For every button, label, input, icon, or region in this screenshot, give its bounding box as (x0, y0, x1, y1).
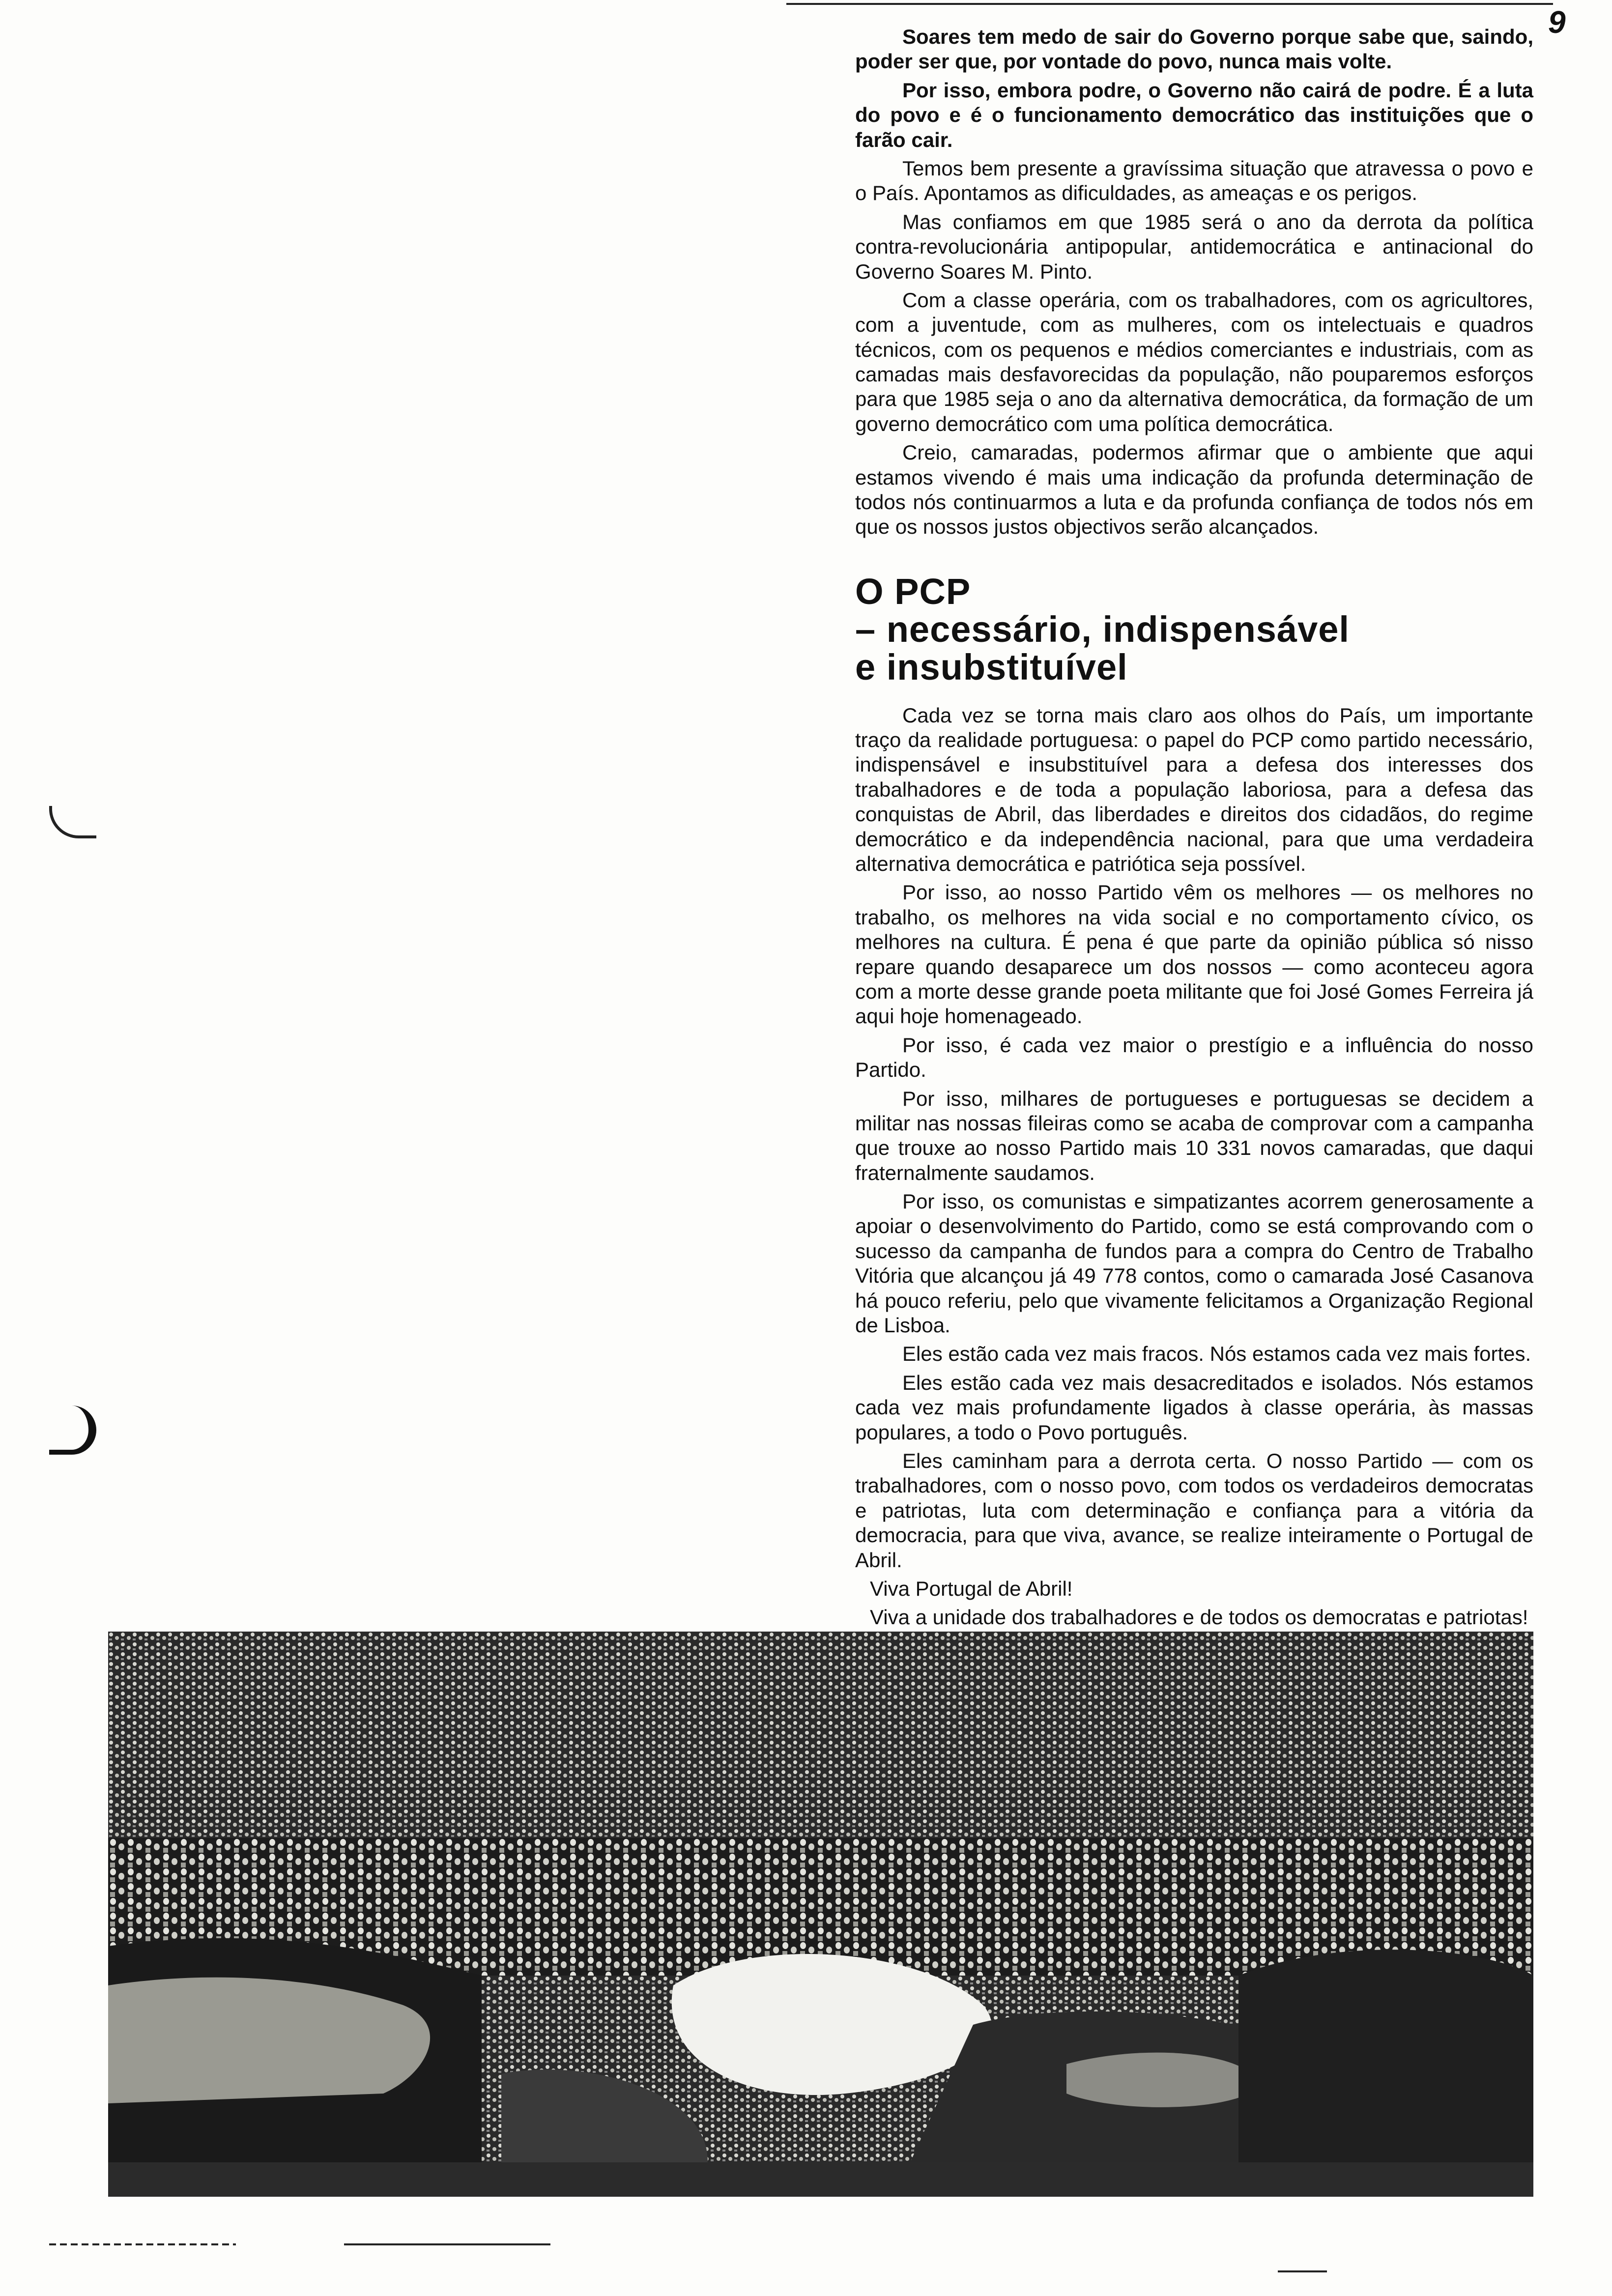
section-heading-line: e insubstituível (855, 646, 1128, 688)
top-rule (786, 3, 1553, 5)
section-paragraph: Eles caminham para a derrota certa. O nosso Partido — com os trabalhadores, com o nosso povo, com todos os verdadeiros democratas e patriotas, luta com determinação e confiança para a vitória da democracia, para que viva, avance, se realize inteiramente o Portugal de Abril. (855, 1449, 1533, 1572)
section-paragraph: Por isso, os comunistas e simpatizantes acorrem generosamente a apoiar o desenvolvimento do Partido, como se está comprovando com o sucesso da campanha de fundos para a compra do Centro de Trabalho Vitória que alcançou já 49 778 contos, como o camarada José Casanova há pouco referiu, pelo que vivamente felicitamos a Organização Regional de Lisboa. (855, 1190, 1533, 1337)
crowd-photo-image (108, 1632, 1533, 2197)
intro-paragraph: Soares tem medo de sair do Governo porque sabe que, saindo, poder ser que, por vontade do povo, nunca mais volte. (855, 25, 1533, 73)
section-heading (855, 573, 1533, 687)
intro-paragraph: Temos bem presente a gravíssima situação que atravessa o povo e o País. Apontamos as dificuldades, as ameaças e os perigos. (855, 156, 1533, 205)
section-heading-line: O PCP (855, 571, 971, 612)
section-paragraph: Por isso, ao nosso Partido vêm os melhores — os melhores no trabalho, os melhores na vida social e no comportamento cívico, os melhores na cultura. É pena é que parte da opinião pública só nisso repare quando desaparece um dos nossos — como aconteceu agora com a morte desse grande poeta militante que foi José Gomes Ferreira já aqui hoje homenageado. (855, 881, 1533, 1028)
section-paragraph: Por isso, é cada vez maior o prestígio e a influência do nosso Partido. (855, 1033, 1533, 1082)
section-paragraph: Por isso, milhares de portugueses e portuguesas se decidem a militar nas nossas fileiras como se acaba de comprovar com a campanha que trouxe ao nosso Partido mais 10 331 novos camaradas, que daqui fraternalmente saudamos. (855, 1087, 1533, 1184)
footer-rule (344, 2243, 550, 2245)
footer-rule (49, 2243, 236, 2245)
section-paragraph: Cada vez se torna mais claro aos olhos do País, um importante traço da realidade portuguesa: o papel do PCP como partido necessário, indispensável e insubstituível para a defesa dos interesses dos trabalhadores e de toda a população laboriosa, para a defesa das conquistas de Abril, das liberdades e direitos dos cidadãos, do regime democrático e da independência nacional, para que uma verdadeira alternativa democrática e patriótica seja possível. (855, 703, 1533, 876)
intro-paragraph: Mas confiamos em que 1985 será o ano da derrota da política contra-revolucionária antipopular, antidemocrática e antinacional do Governo Soares M. Pinto. (855, 210, 1533, 283)
section-heading-line: – necessário, indispensável (855, 608, 1350, 650)
margin-mark (49, 806, 96, 838)
section-paragraph: Eles estão cada vez mais fracos. Nós estamos cada vez mais fortes. (902, 1342, 1531, 1366)
section-paragraph: Eles estão cada vez mais desacreditados e isolados. Nós estamos cada vez mais profundamente ligados à classe operária, às massas populares, a todo o Povo português. (855, 1371, 1533, 1444)
crowd-photo (108, 1632, 1533, 2197)
margin-mark (49, 1406, 96, 1455)
footer-rule (1278, 2270, 1327, 2272)
article-column (855, 25, 1533, 1659)
intro-paragraph: Com a classe operária, com os trabalhadores, com os agricultores, com a juventude, com as mulheres, com os intelectuais e quadros técnicos, com os pequenos e médios comerciantes e industriais, com as camadas mais desfavorecidas da população, não pouparemos esforços para que 1985 seja o ano da alternativa democrática, da formação de um governo democrático com uma política democrática. (855, 288, 1533, 435)
closing-slogan: Viva Portugal de Abril! (870, 1577, 1073, 1600)
intro-paragraph: Creio, camaradas, podermos afirmar que o ambiente que aqui estamos vivendo é mais uma indicação da profunda determinação de todos nós continuarmos a luta e da profunda confiança de todos nós em que os nossos justos objectivos serão alcançados. (855, 441, 1533, 539)
closing-slogan: Viva a unidade dos trabalhadores e de todos os democratas e patriotas! (870, 1606, 1528, 1629)
page-number: 9 (1548, 4, 1566, 40)
intro-paragraph: Por isso, embora podre, o Governo não cairá de podre. É a luta do povo e é o funcionamento democrático das instituições que o farão cair. (855, 78, 1533, 151)
